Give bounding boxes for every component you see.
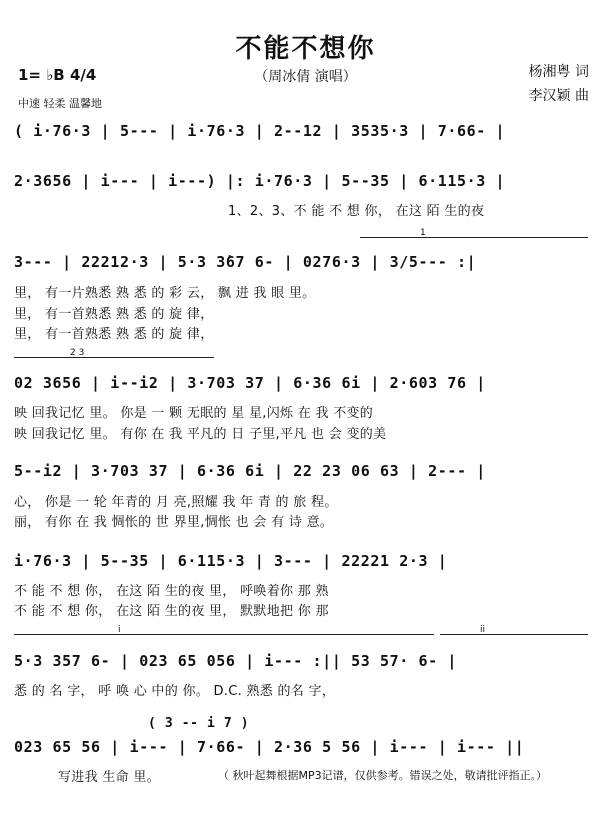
lyric-line-3-verse-2: 里， 有一首熟悉 熟 悉 的 旋 律，: [14, 307, 214, 322]
volta-number-2-3: 2 3: [70, 348, 85, 358]
volta-bracket-i: [14, 634, 434, 635]
score-line-6: i·76·3 | 5--35 | 6·115·3 | 3--- | 22221 2·3 |: [14, 552, 448, 570]
lyric-line-4-verse-1: 映 回我记忆 里。 你是 一 颗 无眠的 星 星,闪烁 在 我 不变的: [14, 406, 374, 421]
score-line-7: 5·3 357 6- | 023 65 056 | i--- :|| 53 57· 6- |: [14, 652, 458, 670]
score-line-5: 5--i2 | 3·703 37 | 6·36 6i | 22 23 06 63 | 2--- |: [14, 462, 486, 480]
composer-credit: 李汉颖 曲: [528, 88, 589, 104]
score-line-3: 3--- | 22212·3 | 5·3 3̇67 6- | 0276·3 | 3/5--- :|: [14, 253, 477, 271]
score-line-4: 02 3656 | i--i2 | 3·703 37 | 6·36 6i | 2·603 76 |: [14, 374, 486, 392]
volta-mark-i: i: [118, 625, 121, 635]
lyric-line-3-verse-3: 里， 有一首熟悉 熟 悉 的 旋 律，: [14, 327, 214, 342]
volta-mark-ii: ii: [480, 625, 486, 635]
lyric-line-4-verse-2: 映 回我记忆 里。 有你 在 我 平凡的 日 子里,平凡 也 会 变的美: [14, 427, 387, 442]
volta-number-1: 1: [420, 228, 426, 238]
performer-subtitle: （周冰倩 演唱）: [254, 69, 357, 85]
lyric-line-5-verse-1: 心， 你是 一 轮 年青的 月 亮,照耀 我 年 青 的 旅 程。: [14, 495, 338, 510]
lyric-line-2: 1、2、3、不 能 不 想 你， 在这 陌 生的夜: [228, 204, 485, 219]
volta-bracket-1: [360, 237, 588, 238]
lyric-line-6-verse-2: 不 能 不 想 你， 在这 陌 生的夜 里， 默默地把 你 那: [14, 604, 329, 619]
score-line-8: 023 65 56 | i--- | 7·66- | 2·36 5 56 | i--- | i--- ||: [14, 738, 525, 756]
lyric-line-8: 写进我 生命 里。: [58, 770, 160, 785]
lyric-line-5-verse-2: 丽， 有你 在 我 惆怅的 世 界里,惆怅 也 会 有 诗 意。: [14, 515, 334, 530]
lyric-line-7: 悉 的 名 字， 呼 唤 心 中的 你。 D.C. 熟悉 的名 字，: [14, 684, 336, 699]
song-title: 不能不想你: [235, 34, 376, 64]
tempo-marking: 中速 轻柔 温馨地: [18, 97, 102, 110]
lyricist-credit: 杨湘粤 词: [528, 64, 589, 80]
credits: [529, 60, 589, 108]
lyric-line-3-verse-1: 里， 有一片熟悉 熟 悉 的 彩 云， 飘 进 我 眼 里。: [14, 286, 316, 301]
lyric-line-6-verse-1: 不 能 不 想 你， 在这 陌 生的夜 里， 呼唤着你 那 熟: [14, 584, 329, 599]
key-signature: 1= ♭B 4/4: [18, 66, 97, 84]
transcription-footnote: （ 秋叶起舞根据MP3记谱，仅供参考。错误之处，敬请批评指正。）: [218, 769, 548, 782]
volta-bracket-ii: [440, 634, 588, 635]
score-line-2: 2·3656 | i--- | i---) |: i·76·3 | 5--35 | 6·115·3 |: [14, 172, 506, 190]
score-line-1: ( i·76·3 | 5--- | i·76·3 | 2--12 | 3535·3 | 7·66- |: [14, 122, 506, 140]
volta-bracket-2: [14, 357, 214, 358]
score-line-8-parenthetical: ( 3 -- i 7 ): [148, 716, 250, 731]
